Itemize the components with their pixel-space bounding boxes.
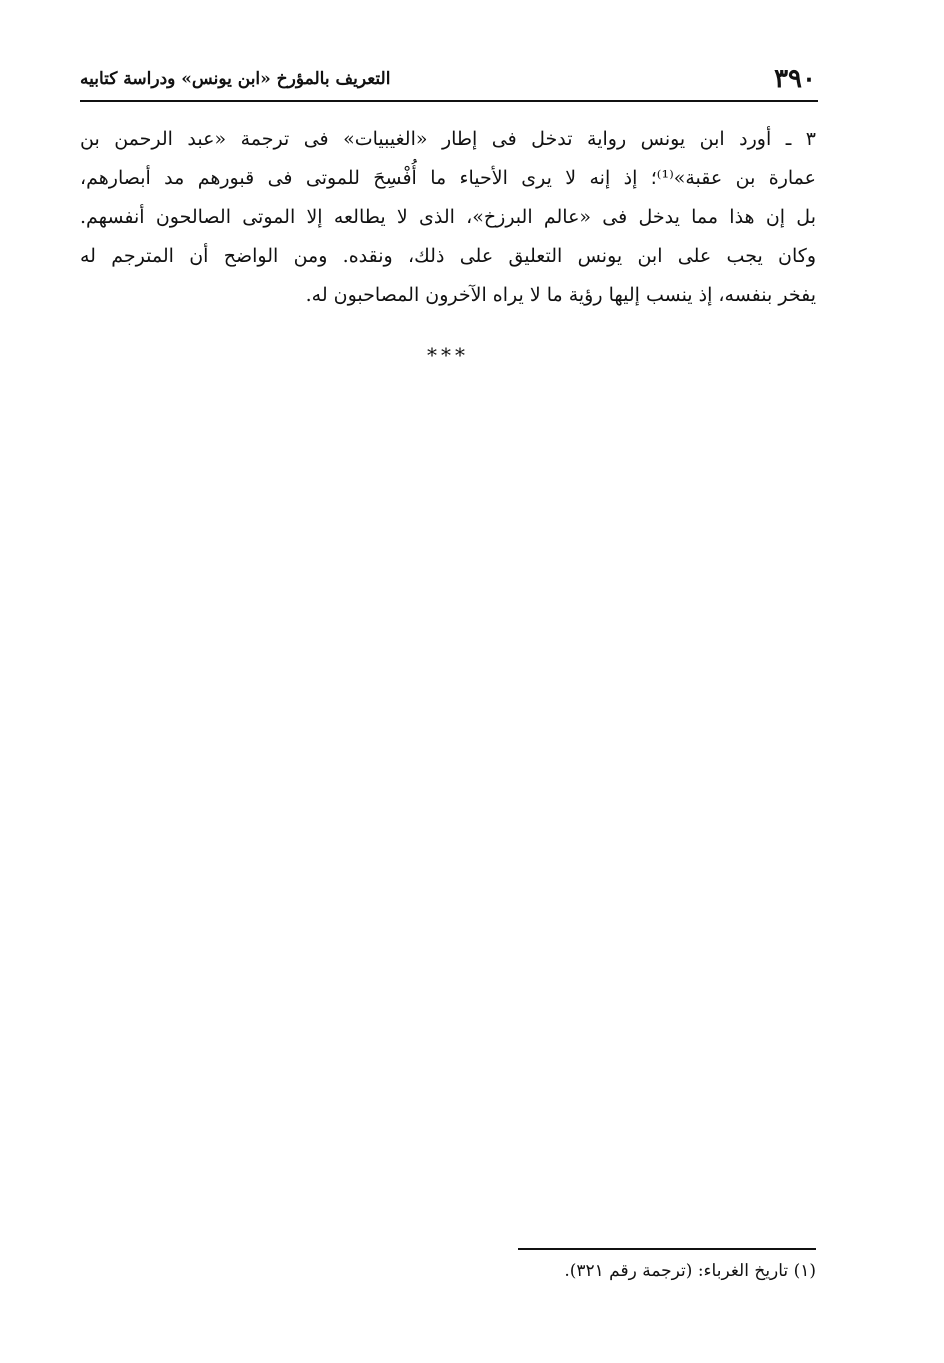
footnote-rule — [518, 1248, 816, 1250]
section-separator: *** — [427, 343, 469, 367]
running-title: التعريف بالمؤرخ «ابن يونس» ودراسة كتابيه — [80, 69, 391, 89]
header-rule — [80, 100, 818, 102]
page-header — [80, 54, 816, 98]
body-line: وكان يجب على ابن يونس التعليق على ذلك، ونقده. ومن الواضح أن المترجم له — [80, 245, 816, 267]
body-line: عمارة بن عقبة»⁽¹⁾؛ إذ إنه لا يرى الأحياء ما أُفْسِحَ للموتى فى قبورهم مد أبصارهم، — [80, 167, 816, 189]
body-line: بل إن هذا مما يدخل فى «عالم البرزخ»، الذى لا يطالعه إلا الموتى الصالحون أنفسهم. — [80, 206, 816, 228]
body-line: يفخر بنفسه، إذ ينسب إليها رؤية ما لا يراه الآخرون المصاحبون له. — [305, 284, 816, 306]
footnote: (١) تاريخ الغرباء: (ترجمة رقم ٣٢١). — [564, 1261, 816, 1281]
page-number: ٣٩٠ — [774, 64, 816, 94]
body-line: ٣ ـ أورد ابن يونس رواية تدخل فى إطار «الغيبيات» فى ترجمة «عبد الرحمن بن — [80, 128, 816, 150]
body-paragraph — [80, 120, 816, 315]
